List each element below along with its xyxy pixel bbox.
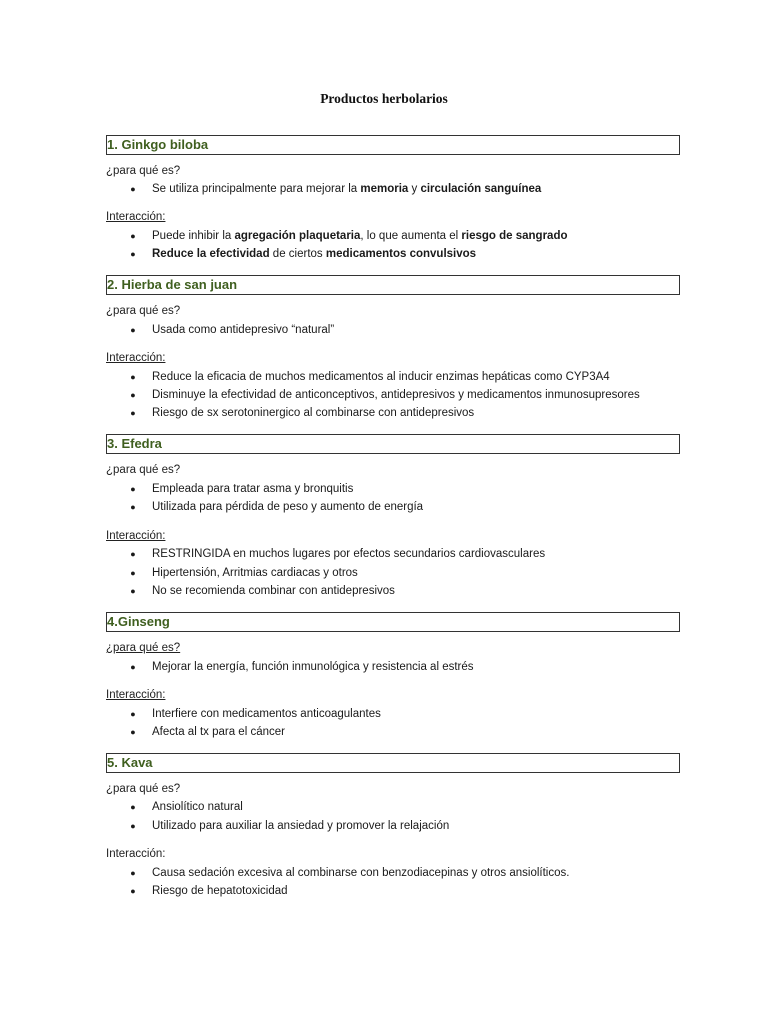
bullet-icon: ● xyxy=(130,484,136,494)
item-text: Empleada para tratar asma y bronquitis xyxy=(152,483,354,495)
bullet-icon: ● xyxy=(130,325,136,335)
bullet-icon: ● xyxy=(130,184,136,194)
section-heading-ginkgo: 1. Ginkgo biloba xyxy=(106,135,680,155)
section-heading-efedra: 3. Efedra xyxy=(106,434,680,454)
item-text: Reduce la efectividad de ciertos medicamentos convulsivos xyxy=(152,248,477,260)
bullet-icon: ● xyxy=(130,727,136,737)
item-text: Reduce la eficacia de muchos medicamentos al inducir enzimas hepáticas como CYP3A4 xyxy=(152,371,610,383)
section-heading-hierba-san-juan: 2. Hierba de san juan xyxy=(106,275,680,295)
item-text: No se recomienda combinar con antidepresivos xyxy=(152,585,395,597)
bullet-icon: ● xyxy=(130,231,136,241)
interaction-label: Interacción: xyxy=(106,848,166,860)
section-heading-kava: 5. Kava xyxy=(106,753,680,773)
interaction-label: Interacción: xyxy=(106,352,166,364)
item-text: Afecta al tx para el cáncer xyxy=(152,726,285,738)
item-text: Se utiliza principalmente para mejorar la memoria y circulación sanguínea xyxy=(152,183,542,195)
para-label: ¿para qué es? xyxy=(106,464,181,476)
item-text: Mejorar la energía, función inmunológica y resistencia al estrés xyxy=(152,661,474,673)
bullet-icon: ● xyxy=(130,549,136,559)
bullet-icon: ● xyxy=(130,821,136,831)
item-text: Utilizado para auxiliar la ansiedad y promover la relajación xyxy=(152,820,450,832)
bullet-icon: ● xyxy=(130,709,136,719)
para-label: ¿para qué es? xyxy=(106,642,181,654)
bullet-icon: ● xyxy=(130,408,136,418)
interaction-label: Interacción: xyxy=(106,211,166,223)
item-text: Puede inhibir la agregación plaquetaria, lo que aumenta el riesgo de sangrado xyxy=(152,230,568,242)
bullet-icon: ● xyxy=(130,662,136,672)
para-label: ¿para qué es? xyxy=(106,783,181,795)
item-text: RESTRINGIDA en muchos lugares por efectos secundarios cardiovasculares xyxy=(152,548,546,560)
bullet-icon: ● xyxy=(130,886,136,896)
item-text: Interfiere con medicamentos anticoagulantes xyxy=(152,708,381,720)
bullet-icon: ● xyxy=(130,568,136,578)
interaction-label: Interacción: xyxy=(106,689,166,701)
item-text: Utilizada para pérdida de peso y aumento de energía xyxy=(152,501,424,513)
bullet-icon: ● xyxy=(130,802,136,812)
item-text: Riesgo de hepatotoxicidad xyxy=(152,885,288,897)
bullet-icon: ● xyxy=(130,586,136,596)
document-title: Productos herbolarios xyxy=(320,91,448,106)
bullet-icon: ● xyxy=(130,868,136,878)
item-text: Riesgo de sx serotoninergico al combinarse con antidepresivos xyxy=(152,407,475,419)
interaction-label: Interacción: xyxy=(106,530,166,542)
bullet-icon: ● xyxy=(130,372,136,382)
para-label: ¿para qué es? xyxy=(106,305,181,317)
bullet-icon: ● xyxy=(130,249,136,259)
item-text: Hipertensión, Arritmias cardiacas y otros xyxy=(152,567,358,579)
bullet-icon: ● xyxy=(130,502,136,512)
item-text: Causa sedación excesiva al combinarse con benzodiacepinas y otros ansiolíticos. xyxy=(152,867,570,879)
bullet-icon: ● xyxy=(130,390,136,400)
section-heading-ginseng: 4.Ginseng xyxy=(106,612,680,632)
item-text: Usada como antidepresivo “natural” xyxy=(152,324,335,336)
item-text: Ansiolítico natural xyxy=(152,801,243,813)
item-text: Disminuye la efectividad de anticonceptivos, antidepresivos y medicamentos inmunosupresores xyxy=(152,389,640,401)
para-label: ¿para qué es? xyxy=(106,165,181,177)
